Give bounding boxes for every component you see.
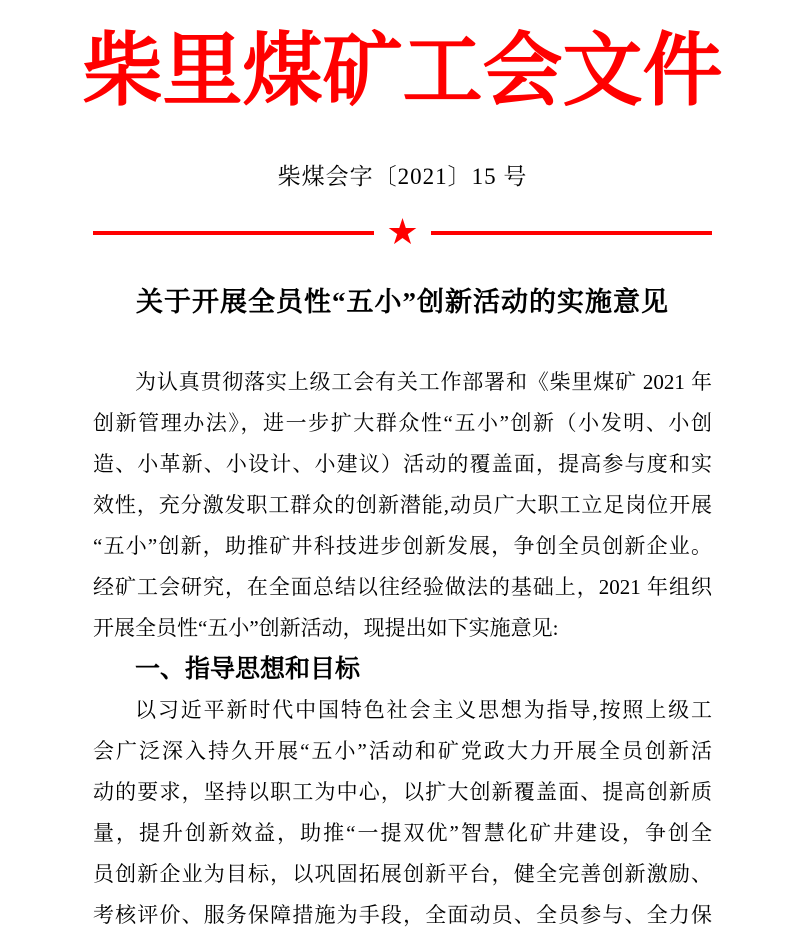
divider-line-left	[93, 231, 374, 235]
section-heading: 一、指导思想和目标	[135, 655, 361, 683]
body-line: 造、小革新、小设计、小建议）活动的覆盖面，提高参与度和实	[93, 452, 712, 476]
body-line: 创新管理办法》，进一步扩大群众性“五小”创新（小发明、小创	[93, 411, 712, 435]
document-title: 关于开展全员性“五小”创新活动的实施意见	[136, 287, 669, 317]
body-line: 以习近平新时代中国特色社会主义思想为指导,按照上级工	[135, 698, 712, 722]
body-line: 效性，充分激发职工群众的创新潜能,动员广大职工立足岗位开展	[93, 493, 712, 517]
body-line: 为认真贯彻落实上级工会有关工作部署和《柴里煤矿 2021 年	[135, 370, 712, 394]
divider-line-right	[431, 231, 712, 235]
document-number: 柴煤会字〔2021〕15 号	[277, 164, 528, 189]
body-paragraph	[93, 362, 712, 649]
red-star-icon: ★	[386, 212, 419, 252]
body-line: 动的要求，坚持以职工为中心，以扩大创新覆盖面、提高创新质	[93, 780, 712, 804]
body-line: 经矿工会研究，在全面总结以往经验做法的基础上，2021 年组织	[93, 575, 712, 599]
letterhead-title: 柴里煤矿工会文件	[82, 28, 723, 116]
body-line: “五小”创新，助推矿井科技进步创新发展，争创全员创新企业。	[93, 534, 712, 558]
body-paragraph	[93, 690, 712, 936]
body-line: 开展全员性“五小”创新活动，现提出如下实施意见:	[93, 616, 559, 640]
red-divider	[93, 212, 712, 252]
document-body	[93, 362, 712, 936]
body-line: 员创新企业为目标，以巩固拓展创新平台，健全完善创新激励、	[93, 862, 712, 886]
body-line: 考核评价、服务保障措施为手段，全面动员、全员参与、全力保	[93, 903, 712, 927]
body-line: 会广泛深入持久开展“五小”活动和矿党政大力开展全员创新活	[93, 739, 712, 763]
body-line: 量，提升创新效益，助推“一提双优”智慧化矿井建设，争创全	[93, 821, 712, 845]
